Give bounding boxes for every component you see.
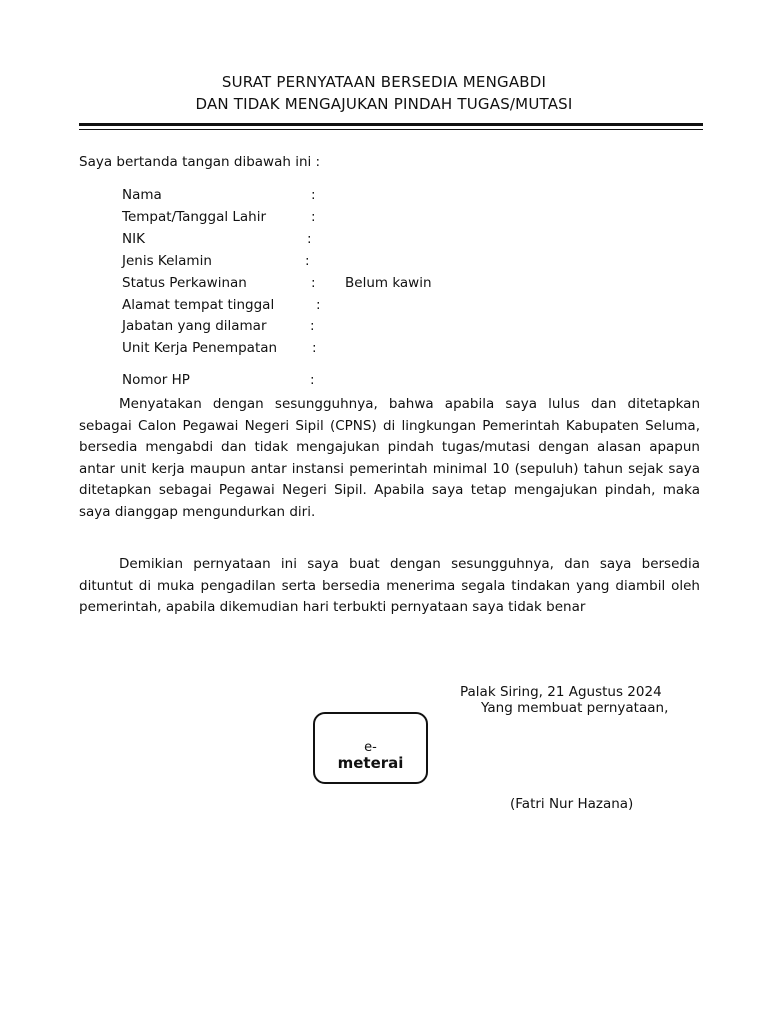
field-label-alamat-tempat-tinggal: Alamat tempat tinggal [122,297,275,313]
intro-text: Saya bertanda tangan dibawah ini : [79,154,321,170]
field-colon: : [310,372,315,388]
field-colon: : [311,209,316,225]
field-colon: : [312,340,317,356]
field-colon: : [305,253,310,269]
title-rule-thick [79,123,703,126]
field-label-unit-kerja-penempatan: Unit Kerja Penempatan [122,340,278,356]
field-label-jenis-kelamin: Jenis Kelamin [122,253,212,269]
field-colon: : [311,275,316,291]
place-date: Palak Siring, 21 Agustus 2024 [460,684,662,700]
title-rule-thin [79,129,703,130]
document-title-line-2: DAN TIDAK MENGAJUKAN PINDAH TUGAS/MUTASI [195,95,573,113]
field-colon: : [310,318,315,334]
e-meterai-label: meterai [337,754,404,772]
field-label-nama: Nama [122,187,162,203]
statement-paragraph [79,394,700,523]
signer-name: (Fatri Nur Hazana) [510,796,634,812]
e-meterai-prefix: e- [364,740,377,755]
field-label-tempat-tanggal-lahir: Tempat/Tanggal Lahir [122,209,267,225]
field-value-status-perkawinan: Belum kawin [345,275,432,291]
field-label-nik: NIK [122,231,145,247]
field-label-status-perkawinan: Status Perkawinan [122,275,247,291]
field-label-nomor-hp: Nomor HP [122,372,190,388]
field-colon: : [311,187,316,203]
closing-paragraph [79,554,700,619]
field-colon: : [307,231,312,247]
document-title-line-1: SURAT PERNYATAAN BERSEDIA MENGABDI [221,73,547,91]
statement-text: Menyatakan dengan sesungguhnya, bahwa apabila saya lulus dan ditetapkan sebagai Calon Pegawai Negeri Sipil (CPNS) di lingkungan Pemerintah Kabupaten Seluma, bersedia mengabdi dan tidak mengajukan pindah tugas/mutasi dengan alasan apapun antar unit kerja maupun antar instansi pemerintah minimal 10 (sepuluh) tahun sejak saya ditetapkan sebagai Pegawai Negeri Sipil. Apabila saya tetap mengajukan pindah, maka saya dianggap mengundurkan diri. [79,396,700,520]
field-colon: : [316,297,321,313]
signer-caption: Yang membuat pernyataan, [481,700,669,716]
e-meterai-stamp [313,712,428,784]
field-label-jabatan-yang-dilamar: Jabatan yang dilamar [122,318,267,334]
closing-text: Demikian pernyataan ini saya buat dengan sesungguhnya, dan saya bersedia dituntut di muka pengadilan serta bersedia menerima segala tindakan yang diambil oleh pemerintah, apabila dikemudian hari terbukti pernyataan saya tidak benar [79,556,700,615]
